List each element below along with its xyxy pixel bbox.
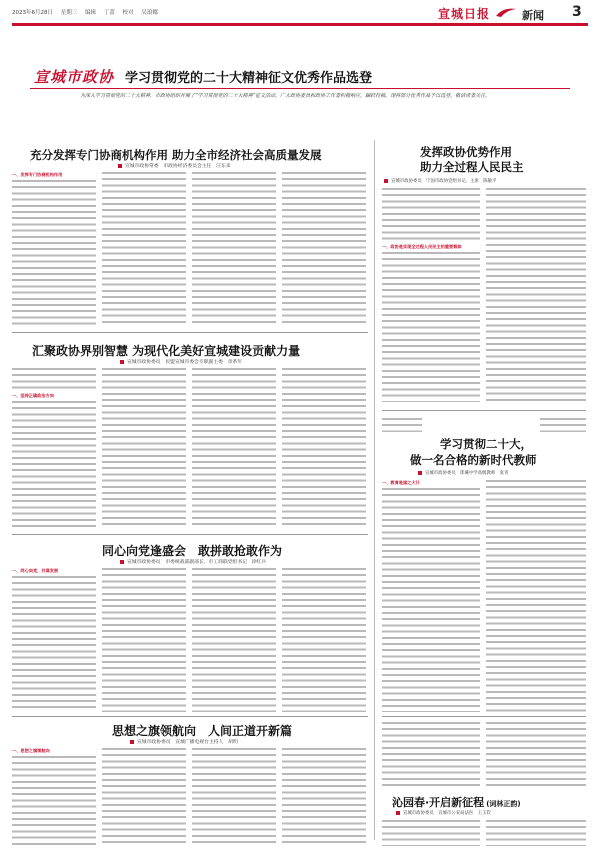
article-1-byline [118,162,231,169]
issue-date: 2023年6月28日 [12,10,53,16]
article-6-column-4 [282,748,366,846]
newspaper-logo: 宣城日报 [438,7,491,21]
article-7-prev-column-1 [382,722,480,790]
article-1-title: 充分发挥专门协商机构作用 助力全市经济社会高质量发展 [30,148,322,162]
article-2-subhead-text: 一、政协是实现全过程人民民主的重要载体 [382,244,462,249]
section-rule [382,716,586,717]
article-6-byline [130,738,238,745]
article-5-subhead-text: 一、教育是国之大计 [382,480,420,485]
section-rule [382,410,586,411]
article-5-column-2 [486,480,586,712]
byline-marker-icon [120,560,124,564]
article-6-column-2 [102,748,186,846]
byline-marker-icon [396,811,400,815]
article-4-subhead-text: 一、同心向党，共谋发展 [12,568,59,573]
byline-marker-icon [130,740,134,744]
article-4-byline-text: 宣城市政协委员 市委统战部副部长、市工商联党组书记 徐红兵 [127,560,267,565]
banner-logo: 宣城市政协 [34,68,115,86]
article-4-column-3 [192,568,276,712]
section-rule [12,534,368,535]
byline-marker-icon [418,471,422,475]
article-6-subhead-text: 一、思想之旗领航向 [12,748,50,753]
article-6-column-3 [192,748,276,846]
banner-rule [30,88,570,89]
article-3-column-1b [12,401,96,529]
article-5-byline-text: 宣城市政协委员 郎溪中学高级教师 张青 [425,471,509,476]
proof-label: 校对 [122,10,134,16]
article-2-byline-text: 宣城市政协委员 宁国市政协党组书记、主席 陈敏平 [391,179,497,184]
masthead-meta [12,8,164,16]
article-7-title-suffix: (词林正韵) [486,800,521,808]
article-2-subhead [382,244,480,250]
article-3-column-1a [12,368,96,392]
article-6-subhead [12,748,96,754]
article-3-subhead [12,393,96,399]
article-4-subhead [12,568,96,574]
byline-marker-icon [118,164,122,168]
section-name: 新闻 [522,9,544,22]
article-2-byline [384,178,496,184]
article-2-title-line-1: 发挥政协优势作用 [420,145,512,159]
article-1-column-3 [192,172,276,326]
article-3-byline-text: 宣城市政协委员 民盟宣城市委会专职副主委 章革年 [127,360,243,365]
article-1-column-4 [282,172,366,326]
article-4-byline [120,558,266,565]
banner-title: 学习贯彻党的二十大精神征文优秀作品选登 [125,71,373,86]
article-5-lead-right [540,418,586,432]
article-4-column-4 [282,568,366,712]
article-7-byline [396,810,491,816]
article-7-byline-text: 宣城市政协委员 宣城市公安局法医 王玉钦 [403,811,491,816]
article-3-byline [120,358,242,365]
article-5-subhead [382,480,480,486]
article-2-column-1b [382,252,480,402]
proof-name: 吴琅娜 [141,10,158,16]
issue-weekday: 星期三 [60,10,78,16]
article-1-subhead-text: 一、发挥专门协商机构作用 [12,172,63,177]
editor-label: 编辑 [85,10,97,16]
column-divider [374,140,375,840]
article-5-title-line-2: 做一名合格的新时代教师 [410,453,537,467]
article-5-title-line-1: 学习贯彻二十大， [440,437,532,451]
article-2-column-2 [486,188,586,402]
article-3-title: 汇聚政协界别智慧 为现代化美好宣城建设贡献力量 [32,344,301,358]
article-3-column-2 [102,368,186,529]
article-3-column-4 [282,368,366,529]
article-5-column-1 [382,488,480,712]
article-6-title: 思想之旗领航向 人间正道开新篇 [112,724,293,738]
article-7-poem-column-2 [486,820,586,846]
article-4-column-1 [12,576,96,712]
banner-intro: 为深入学习贯彻党的二十大精神，市政协组织开展了“学习贯彻党的二十大精神”征文活动，广大政协委员和政协工作者积极响应，踊跃投稿。现将部分优秀作品予以选登，敬请读者关注。 [80,93,491,99]
article-1-byline-text: 宣城市政协常委 市政协经济委员会主任 汪东来 [125,164,231,169]
article-4-title: 同心向党逢盛会 敢拼敢抢敢作为 [102,544,283,558]
article-4-column-2 [102,568,186,712]
article-6-byline-text: 宣城市政协委员 宣城广播电视台主持人 胡明 [137,740,238,745]
article-3-column-3 [192,368,276,529]
section-rule [12,716,368,717]
header-rule [12,23,588,26]
article-5-lead-left [382,418,422,432]
article-2-column-1a [382,188,480,243]
page-number: 3 [572,4,582,20]
article-3-subhead-text: 一、坚持正确政治方向 [12,393,54,398]
article-7-poem-column-1 [382,820,480,846]
editor-name: 丁蕾 [103,10,115,16]
section-rule [12,332,368,333]
article-5-byline [418,470,508,476]
article-7-title-text: 沁园春·开启新征程 [392,796,485,809]
byline-marker-icon [120,360,124,364]
article-7-prev-column-2 [486,722,586,790]
article-7-title [392,794,521,810]
article-6-column-1 [12,756,96,846]
article-1-column-2 [102,172,186,326]
article-1-subhead [12,172,96,178]
article-1-column-1 [12,180,96,326]
article-2-title-line-2: 助力全过程人民民主 [420,160,524,174]
logo-swoosh-icon [495,6,517,18]
byline-marker-icon [384,179,388,183]
